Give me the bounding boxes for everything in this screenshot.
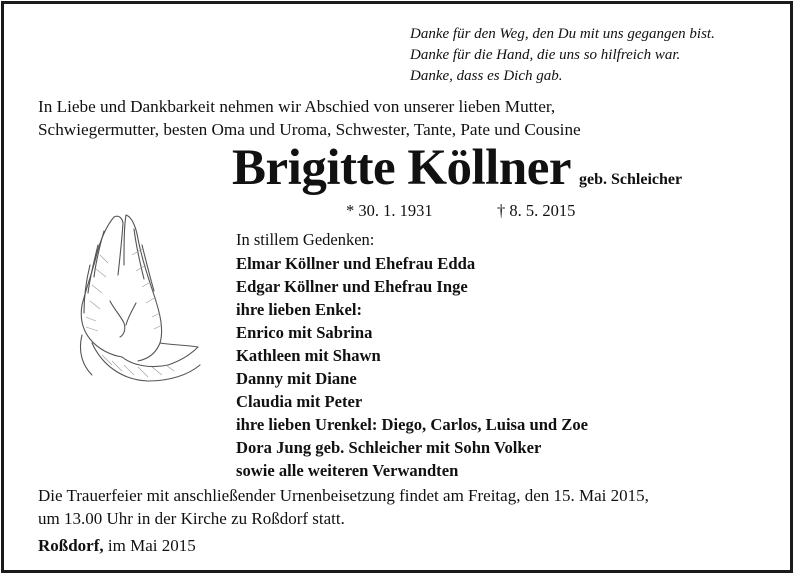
list-item: Kathleen mit Shawn (236, 346, 381, 365)
intro-line: In Liebe und Dankbarkeit nehmen wir Abschied von unserer lieben Mutter, (38, 97, 556, 116)
list-item: Dora Jung geb. Schleicher mit Sohn Volker (236, 438, 542, 457)
list-item: Claudia mit Peter (236, 392, 363, 411)
place-date (38, 536, 196, 556)
poem (410, 24, 715, 87)
poem-line: Danke für die Hand, die uns so hilfreich war. (410, 47, 681, 63)
place-town: Roßdorf, (38, 536, 104, 555)
list-item: ihre lieben Urenkel: Diego, Carlos, Luisa und Zoe (236, 415, 589, 434)
funeral-line: um 13.00 Uhr in der Kirche zu Roßdorf statt. (38, 509, 345, 528)
list-item: sowie alle weiteren Verwandten (236, 461, 459, 480)
deceased-name: Brigitte Köllner (232, 140, 571, 196)
poem-line: Danke für den Weg, den Du mit uns gegangen bist. (410, 26, 715, 42)
poem-line: Danke, dass es Dich gab. (410, 68, 563, 84)
memory-heading: In stillem Gedenken: (236, 230, 375, 249)
funeral-line: Die Trauerfeier mit anschließender Urnenbeisetzung findet am Freitag, den 15. Mai 2015, (38, 486, 649, 505)
birth-date: * 30. 1. 1931 (346, 201, 433, 220)
funeral-info (38, 484, 649, 530)
mourners-list (236, 252, 588, 482)
maiden-name: geb. Schleicher (579, 171, 683, 188)
place-month: im Mai 2015 (103, 536, 196, 555)
deceased-heading (232, 140, 682, 196)
intro-text (38, 95, 581, 141)
list-item: Danny mit Diane (236, 369, 357, 388)
intro-line: Schwiegermutter, besten Oma und Uroma, Schwester, Tante, Pate und Cousine (38, 120, 581, 139)
list-item: Enrico mit Sabrina (236, 323, 373, 342)
praying-hands-icon (52, 205, 212, 390)
list-item: Edgar Köllner und Ehefrau Inge (236, 277, 468, 296)
list-item: ihre lieben Enkel: (236, 300, 363, 319)
list-item: Elmar Köllner und Ehefrau Edda (236, 254, 476, 273)
death-date: † 8. 5. 2015 (497, 201, 576, 220)
